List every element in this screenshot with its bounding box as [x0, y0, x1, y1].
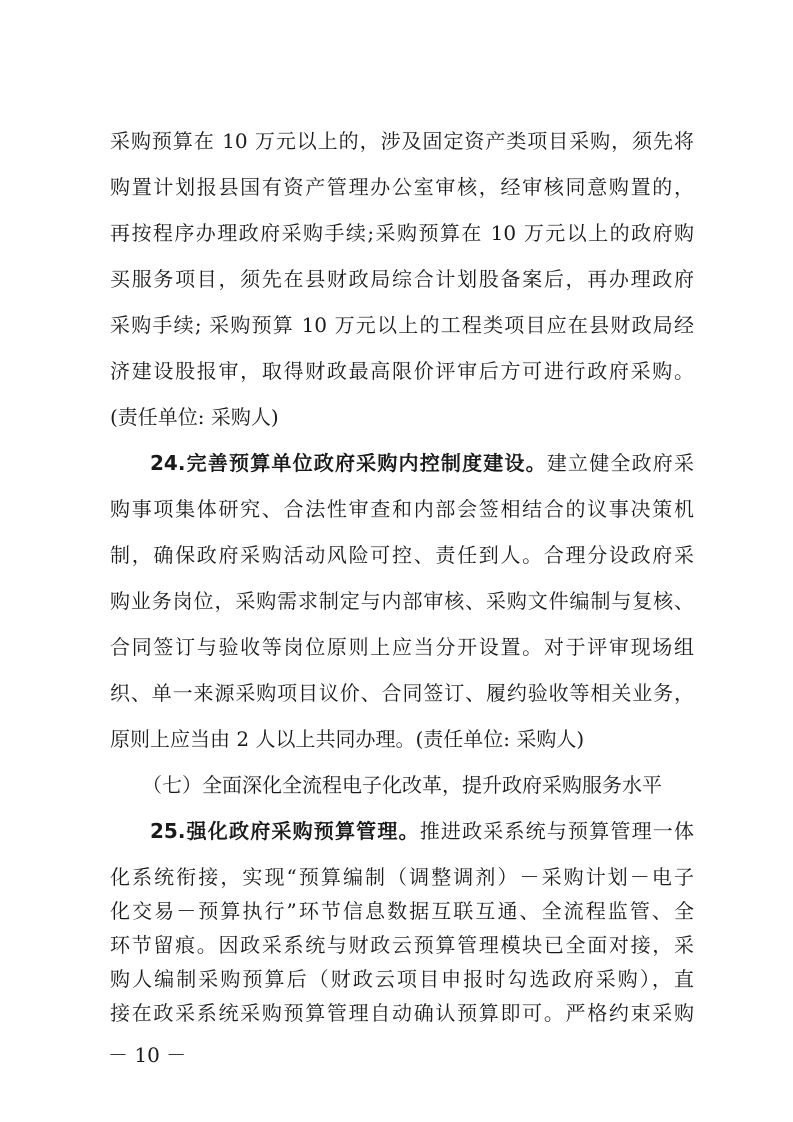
text-line: 合同签订与验收等岗位原则上应当分开设置。对于评审现场组 — [110, 635, 694, 659]
text-line: 购业务岗位，采购需求制定与内部审核、采购文件编制与复核、 — [110, 589, 694, 613]
text-line: 采购手续; 采购预算 10 万元以上的工程类项目应在县财政局经 — [110, 313, 694, 337]
text-line: 化系统衔接，实现“预算编制（调整调剂）－采购计划－电子 — [110, 865, 694, 889]
section-7-heading: （七）全面深化全流程电子化改革，提升政府采购服务水平 — [142, 773, 662, 797]
text-line: 再按程序办理政府采购手续;采购预算在 10 万元以上的政府购 — [110, 221, 694, 245]
text-line: 原则上应当由 2 人以上共同办理。(责任单位: 采购人) — [110, 727, 585, 751]
page-number: － 10 － — [108, 1043, 187, 1067]
item-25-first-line-text: 推进政采系统与预算管理一体 — [419, 819, 694, 843]
text-line: 购置计划报县国有资产管理办公室审核，经审核同意购置的， — [110, 175, 694, 199]
text-line: 济建设股报审，取得财政最高限价评审后方可进行政府采购。 — [110, 359, 694, 383]
item-24-first-line — [150, 450, 694, 476]
item-25-heading: 25.强化政府采购预算管理。 — [150, 819, 420, 843]
text-line: 化交易－预算执行”环节信息数据互联互通、全流程监管、全 — [110, 899, 694, 923]
text-line: 环节留痕。因政采系统与财政云预算管理模块已全面对接，采 — [110, 933, 694, 957]
text-line: 采购预算在 10 万元以上的，涉及固定资产类项目采购，须先将 — [110, 129, 694, 153]
text-line: 买服务项目，须先在县财政局综合计划股备案后，再办理政府 — [110, 267, 694, 291]
text-line: 购事项集体研究、合法性审查和内部会签相结合的议事决策机 — [110, 497, 694, 521]
item-24-first-line-text: 建立健全政府采 — [546, 451, 695, 475]
text-line: 接在政采系统采购预算管理自动确认预算即可。严格约束采购 — [110, 1001, 694, 1025]
item-24-heading: 24.完善预算单位政府采购内控制度建设。 — [150, 451, 547, 475]
text-line: 制，确保政府采购活动风险可控、责任到人。合理分设政府采 — [110, 543, 694, 567]
text-line: 购人编制采购预算后（财政云项目申报时勾选政府采购），直 — [110, 967, 694, 991]
text-line: (责任单位: 采购人) — [110, 405, 279, 429]
text-line: 织、单一来源采购项目议价、合同签订、履约验收等相关业务， — [110, 681, 694, 705]
item-25-first-line — [150, 818, 694, 844]
